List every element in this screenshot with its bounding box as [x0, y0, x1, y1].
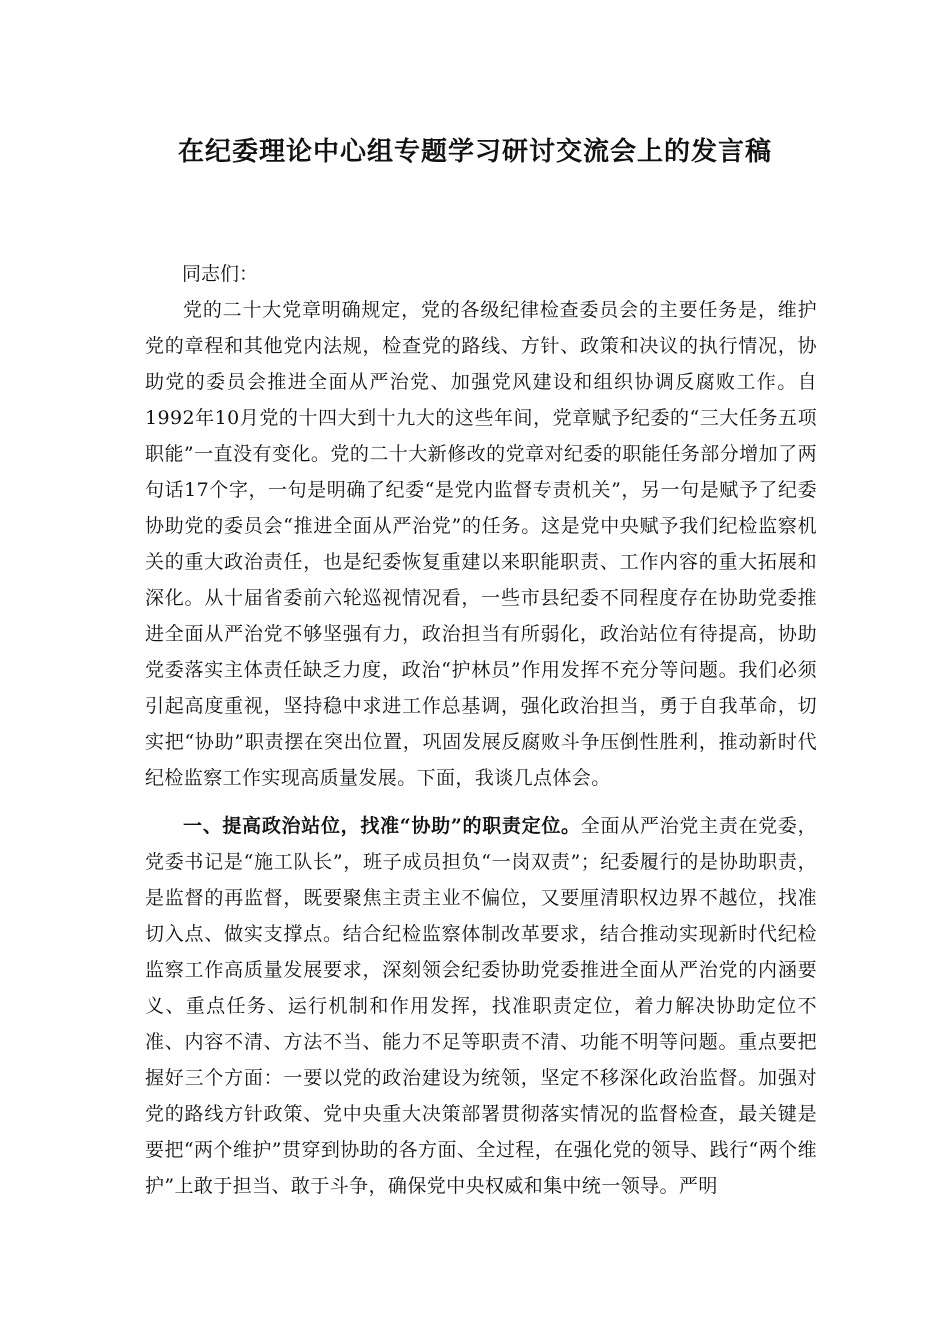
paragraph-intro: 党的二十大党章明确规定，党的各级纪律检查委员会的主要任务是，维护党的章程和其他党内法规，检查党的路线、方针、政策和决议的执行情况，协助党的委员会推进全面从严治党、加强党风建设和组织协调反腐败工作。自1992年10月党的十四大到十九大的这些年间，党章赋予纪委的“三大任务五项职能”一直没有变化。党的二十大新修改的党章对纪委的职能任务部分增加了两句话17个字，一句是明确了纪委“是党内监督专责机关”，另一句是赋予了纪委协助党的委员会“推进全面从严治党”的任务。这是党中央赋予我们纪检监察机关的重大政治责任，也是纪委恢复重建以来职能职责、工作内容的重大拓展和深化。从十届省委前六轮巡视情况看，一些市县纪委不同程度存在协助党委推进全面从严治党不够坚强有力，政治担当有所弱化，政治站位有待提高，协助党委落实主体责任缺乏力度，政治“护林员”作用发挥不充分等问题。我们必须引起高度重视，坚持稳中求进工作总基调，强化政治担当，勇于自我革命，切实把“协助”职责摆在突出位置，巩固发展反腐败斗争压倒性胜利，推动新时代纪检监察工作实现高质量发展。下面，我谈几点体会。	[145, 299, 817, 789]
paragraph-section-one	[145, 808, 817, 1204]
section-one-body: 全面从严治党主责在党委，党委书记是“施工队长”，班子成员担负“一岗双责”；纪委履行的是协助职责，是监督的再监督，既要聚焦主责主业不偏位，又要厘清职权边界不越位，找准切入点、做实支撑点。结合纪检监察体制改革要求，结合推动实现新时代纪检监察工作高质量发展要求，深刻领会纪委协助党委推进全面从严治党的内涵要义、重点任务、运行机制和作用发挥，找准职责定位，着力解决协助定位不准、内容不清、方法不当、能力不足等职责不清、功能不明等问题。重点要把握好三个方面：一要以党的政治建设为统领，坚定不移深化政治监督。加强对党的路线方针政策、党中央重大决策部署贯彻落实情况的监督检查，最关键是要把“两个维护”贯穿到协助的各方面、全过程，在强化党的领导、践行“两个维护”上敢于担当、敢于斗争，确保党中央权威和集中统一领导。严明	[145, 815, 817, 1197]
salutation: 同志们：	[182, 263, 259, 285]
document-title: 在纪委理论中心组专题学习研讨交流会上的发言稿	[177, 137, 772, 167]
section-one-heading: 一、提高政治站位，找准“协助”的职责定位。	[183, 815, 581, 837]
